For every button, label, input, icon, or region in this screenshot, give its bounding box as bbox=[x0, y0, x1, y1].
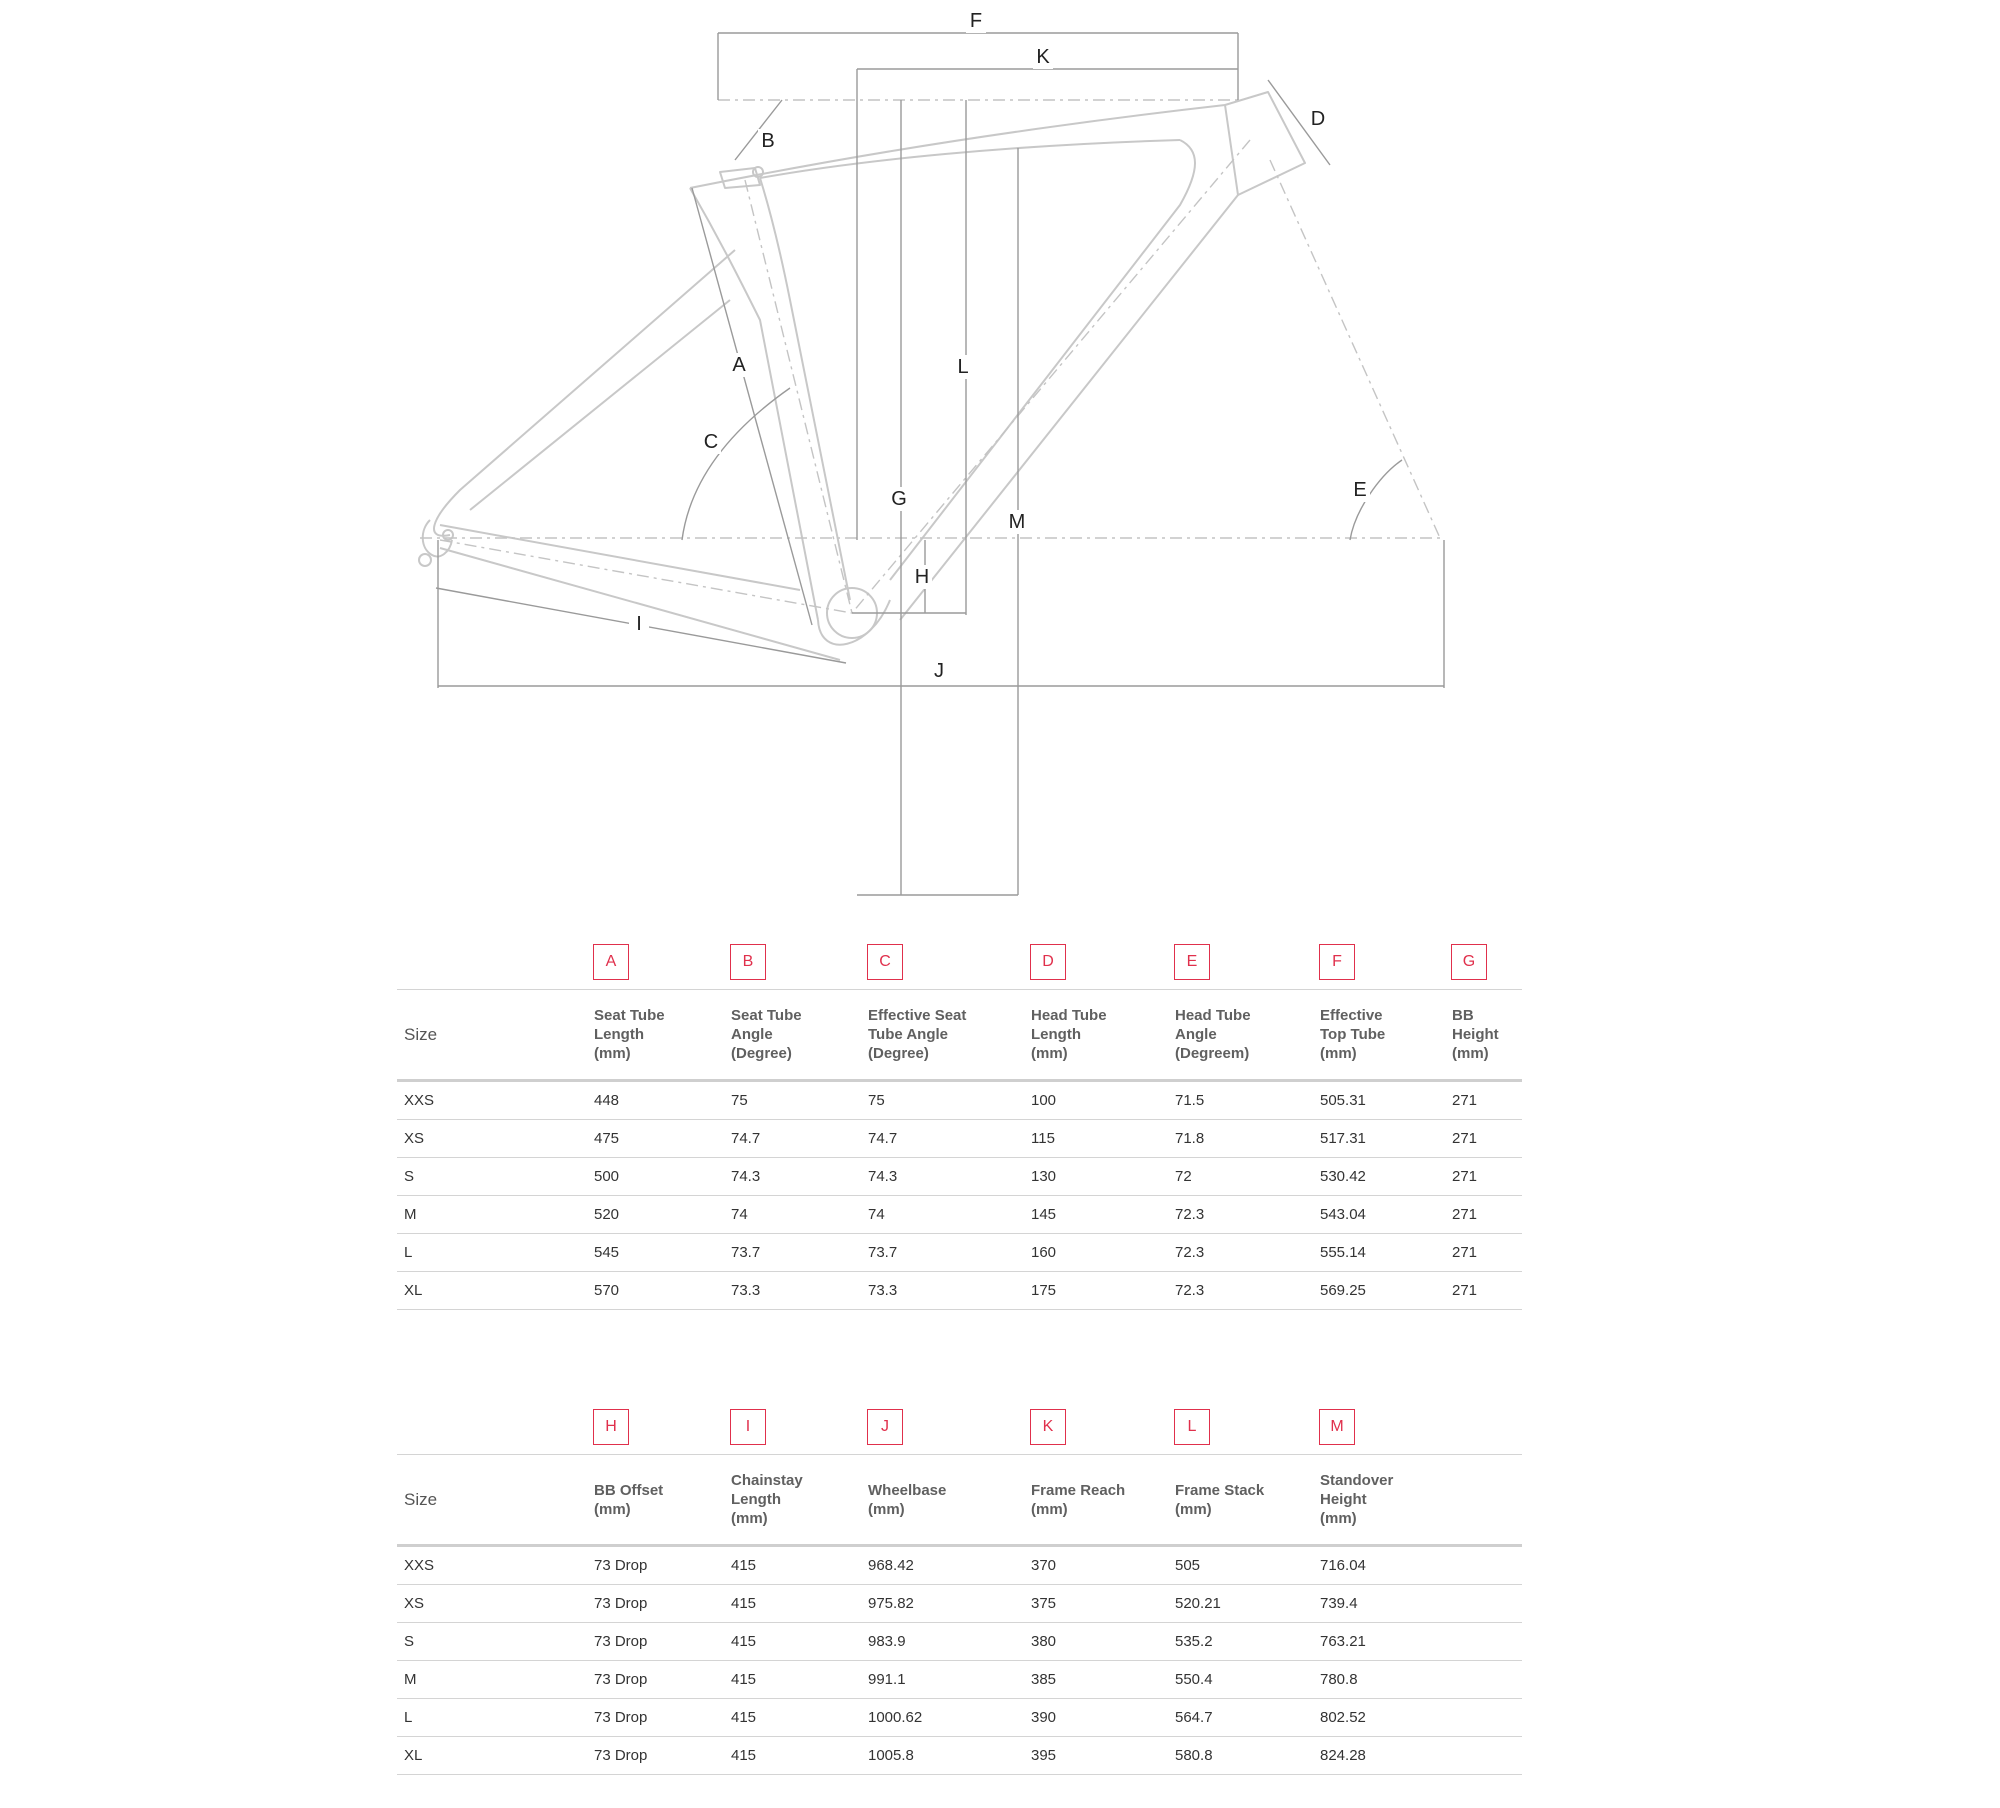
value-cell: 530.42 bbox=[1313, 1158, 1445, 1196]
header-name: Wheelbase bbox=[868, 1481, 947, 1499]
bike-frame-outline bbox=[419, 92, 1305, 660]
value-cell: 716.04 bbox=[1313, 1546, 1522, 1585]
value-cell: 580.8 bbox=[1168, 1737, 1313, 1775]
value-cell: 72.3 bbox=[1168, 1272, 1313, 1310]
value-cell: 505 bbox=[1168, 1546, 1313, 1585]
value-cell: 824.28 bbox=[1313, 1737, 1522, 1775]
value-cell: 975.82 bbox=[861, 1585, 1024, 1623]
value-cell: 271 bbox=[1445, 1196, 1522, 1234]
column-header bbox=[861, 990, 1024, 1081]
column-header bbox=[1313, 990, 1445, 1081]
diagram-labels bbox=[629, 9, 1370, 683]
value-cell: 415 bbox=[724, 1699, 861, 1737]
column-header bbox=[724, 990, 861, 1081]
value-cell: 780.8 bbox=[1313, 1661, 1522, 1699]
value-cell: 739.4 bbox=[1313, 1585, 1522, 1623]
value-cell: 991.1 bbox=[861, 1661, 1024, 1699]
header-name: Seat Tube Angle bbox=[731, 1007, 802, 1043]
header-name: Frame Reach bbox=[1031, 1481, 1126, 1499]
value-cell: 475 bbox=[587, 1120, 724, 1158]
size-cell: S bbox=[397, 1158, 587, 1196]
value-cell: 72.3 bbox=[1168, 1234, 1313, 1272]
value-cell: 395 bbox=[1024, 1737, 1168, 1775]
value-cell: 564.7 bbox=[1168, 1699, 1313, 1737]
value-cell: 74.3 bbox=[724, 1158, 861, 1196]
value-cell: 569.25 bbox=[1313, 1272, 1445, 1310]
table-row bbox=[397, 1196, 1522, 1234]
value-cell: 175 bbox=[1024, 1272, 1168, 1310]
value-cell: 73 Drop bbox=[587, 1623, 724, 1661]
letter-e-badge: E bbox=[1174, 944, 1210, 980]
label-i: I bbox=[636, 613, 642, 635]
header-name: Effective Top Tube bbox=[1320, 1007, 1386, 1043]
label-d: D bbox=[1310, 108, 1326, 130]
header-unit: (mm) bbox=[1175, 1500, 1212, 1518]
value-cell: 73.3 bbox=[861, 1272, 1024, 1310]
header-name: Frame Stack bbox=[1175, 1481, 1265, 1499]
value-cell: 802.52 bbox=[1313, 1699, 1522, 1737]
table-1-letter-row bbox=[397, 935, 1522, 990]
table-row bbox=[397, 1234, 1522, 1272]
table-row bbox=[397, 1081, 1522, 1120]
value-cell: 550.4 bbox=[1168, 1661, 1313, 1699]
value-cell: 555.14 bbox=[1313, 1234, 1445, 1272]
value-cell: 500 bbox=[587, 1158, 724, 1196]
label-l: L bbox=[957, 356, 969, 378]
letter-m-badge: M bbox=[1319, 1409, 1355, 1445]
label-j: J bbox=[934, 660, 944, 682]
column-header bbox=[1024, 1455, 1168, 1546]
size-cell: XXS bbox=[397, 1546, 587, 1585]
value-cell: 73 Drop bbox=[587, 1661, 724, 1699]
value-cell: 415 bbox=[724, 1661, 861, 1699]
value-cell: 983.9 bbox=[861, 1623, 1024, 1661]
dimension-lines bbox=[436, 33, 1444, 895]
table-row bbox=[397, 1120, 1522, 1158]
value-cell: 73 Drop bbox=[587, 1585, 724, 1623]
value-cell: 448 bbox=[587, 1081, 724, 1120]
value-cell: 517.31 bbox=[1313, 1120, 1445, 1158]
header-unit: (mm) bbox=[868, 1500, 905, 1518]
column-header bbox=[861, 1455, 1024, 1546]
value-cell: 570 bbox=[587, 1272, 724, 1310]
value-cell: 74 bbox=[724, 1196, 861, 1234]
size-cell: M bbox=[397, 1196, 587, 1234]
header-name: BB Height bbox=[1452, 1007, 1499, 1043]
value-cell: 72 bbox=[1168, 1158, 1313, 1196]
column-header bbox=[587, 1455, 724, 1546]
value-cell: 390 bbox=[1024, 1699, 1168, 1737]
column-header bbox=[1445, 990, 1522, 1081]
header-unit: (mm) bbox=[1452, 1045, 1489, 1062]
value-cell: 370 bbox=[1024, 1546, 1168, 1585]
table-1-body bbox=[397, 1081, 1522, 1310]
header-unit: (Degree) bbox=[731, 1045, 792, 1062]
label-g: G bbox=[891, 488, 907, 510]
letter-d-badge: D bbox=[1030, 944, 1066, 980]
header-unit: (mm) bbox=[731, 1510, 768, 1527]
header-unit: (mm) bbox=[1320, 1510, 1357, 1527]
value-cell: 505.31 bbox=[1313, 1081, 1445, 1120]
letter-a-badge: A bbox=[593, 944, 629, 980]
letter-g-badge: G bbox=[1451, 944, 1487, 980]
size-cell: L bbox=[397, 1699, 587, 1737]
label-c: C bbox=[703, 431, 719, 453]
value-cell: 75 bbox=[724, 1081, 861, 1120]
value-cell: 160 bbox=[1024, 1234, 1168, 1272]
value-cell: 73.3 bbox=[724, 1272, 861, 1310]
header-unit: (Degreem) bbox=[1175, 1045, 1250, 1062]
value-cell: 1000.62 bbox=[861, 1699, 1024, 1737]
value-cell: 74 bbox=[861, 1196, 1024, 1234]
value-cell: 145 bbox=[1024, 1196, 1168, 1234]
table-row bbox=[397, 1546, 1522, 1585]
column-header bbox=[1024, 990, 1168, 1081]
value-cell: 271 bbox=[1445, 1081, 1522, 1120]
label-k: K bbox=[1036, 46, 1050, 68]
column-header bbox=[1313, 1455, 1522, 1546]
table-row bbox=[397, 1737, 1522, 1775]
header-unit: (mm) bbox=[1031, 1045, 1068, 1062]
value-cell: 520.21 bbox=[1168, 1585, 1313, 1623]
header-name: Standover Height bbox=[1320, 1472, 1394, 1508]
value-cell: 1005.8 bbox=[861, 1737, 1024, 1775]
value-cell: 763.21 bbox=[1313, 1623, 1522, 1661]
value-cell: 380 bbox=[1024, 1623, 1168, 1661]
header-unit: (mm) bbox=[594, 1500, 631, 1518]
label-m: M bbox=[1008, 511, 1026, 533]
table-row bbox=[397, 1272, 1522, 1310]
size-cell: XL bbox=[397, 1737, 587, 1775]
table-1-header-row bbox=[397, 990, 1522, 1081]
label-b: B bbox=[761, 130, 775, 152]
value-cell: 71.8 bbox=[1168, 1120, 1313, 1158]
value-cell: 375 bbox=[1024, 1585, 1168, 1623]
size-cell: M bbox=[397, 1661, 587, 1699]
header-name: Chainstay Length bbox=[731, 1472, 803, 1508]
size-header: Size bbox=[397, 1455, 587, 1546]
column-header bbox=[1168, 990, 1313, 1081]
letter-i-badge: I bbox=[730, 1409, 766, 1445]
value-cell: 115 bbox=[1024, 1120, 1168, 1158]
table-row bbox=[397, 1661, 1522, 1699]
size-cell: XS bbox=[397, 1120, 587, 1158]
value-cell: 968.42 bbox=[861, 1546, 1024, 1585]
value-cell: 72.3 bbox=[1168, 1196, 1313, 1234]
value-cell: 415 bbox=[724, 1585, 861, 1623]
value-cell: 100 bbox=[1024, 1081, 1168, 1120]
column-header bbox=[587, 990, 724, 1081]
label-e: E bbox=[1353, 479, 1367, 501]
value-cell: 520 bbox=[587, 1196, 724, 1234]
size-header: Size bbox=[397, 990, 587, 1081]
value-cell: 74.3 bbox=[861, 1158, 1024, 1196]
value-cell: 73.7 bbox=[861, 1234, 1024, 1272]
value-cell: 74.7 bbox=[724, 1120, 861, 1158]
value-cell: 73 Drop bbox=[587, 1699, 724, 1737]
letter-b-badge: B bbox=[730, 944, 766, 980]
value-cell: 271 bbox=[1445, 1120, 1522, 1158]
label-a: A bbox=[732, 354, 746, 376]
header-unit: (mm) bbox=[1320, 1045, 1357, 1062]
size-cell: S bbox=[397, 1623, 587, 1661]
frame-centerlines bbox=[420, 100, 1440, 613]
size-cell: XL bbox=[397, 1272, 587, 1310]
header-unit: (Degree) bbox=[868, 1045, 929, 1062]
value-cell: 415 bbox=[724, 1623, 861, 1661]
table-2-body bbox=[397, 1546, 1522, 1775]
value-cell: 74.7 bbox=[861, 1120, 1024, 1158]
value-cell: 535.2 bbox=[1168, 1623, 1313, 1661]
value-cell: 130 bbox=[1024, 1158, 1168, 1196]
table-row bbox=[397, 1623, 1522, 1661]
size-cell: L bbox=[397, 1234, 587, 1272]
letter-j-badge: J bbox=[867, 1409, 903, 1445]
value-cell: 543.04 bbox=[1313, 1196, 1445, 1234]
header-unit: (mm) bbox=[594, 1045, 631, 1062]
value-cell: 73.7 bbox=[724, 1234, 861, 1272]
size-cell: XS bbox=[397, 1585, 587, 1623]
size-cell: XXS bbox=[397, 1081, 587, 1120]
header-name: Effective Seat Tube Angle bbox=[868, 1007, 967, 1043]
table-row bbox=[397, 1585, 1522, 1623]
value-cell: 73 Drop bbox=[587, 1737, 724, 1775]
header-name: Head Tube Angle bbox=[1175, 1007, 1251, 1043]
table-2-header-row bbox=[397, 1455, 1522, 1546]
value-cell: 71.5 bbox=[1168, 1081, 1313, 1120]
value-cell: 415 bbox=[724, 1737, 861, 1775]
header-name: BB Offset bbox=[594, 1481, 664, 1499]
letter-k-badge: K bbox=[1030, 1409, 1066, 1445]
value-cell: 73 Drop bbox=[587, 1546, 724, 1585]
value-cell: 271 bbox=[1445, 1234, 1522, 1272]
value-cell: 415 bbox=[724, 1546, 861, 1585]
letter-f-badge: F bbox=[1319, 944, 1355, 980]
header-name: Head Tube Length bbox=[1031, 1007, 1107, 1043]
label-f: F bbox=[969, 10, 983, 32]
label-h: H bbox=[914, 566, 930, 588]
value-cell: 271 bbox=[1445, 1158, 1522, 1196]
value-cell: 75 bbox=[861, 1081, 1024, 1120]
value-cell: 385 bbox=[1024, 1661, 1168, 1699]
geometry-table-1 bbox=[397, 935, 1522, 1310]
table-2-letter-row bbox=[397, 1400, 1522, 1455]
header-unit: (mm) bbox=[1031, 1500, 1068, 1518]
letter-c-badge: C bbox=[867, 944, 903, 980]
column-header bbox=[724, 1455, 861, 1546]
geometry-table-2 bbox=[397, 1400, 1522, 1775]
table-row bbox=[397, 1699, 1522, 1737]
value-cell: 271 bbox=[1445, 1272, 1522, 1310]
letter-h-badge: H bbox=[593, 1409, 629, 1445]
table-row bbox=[397, 1158, 1522, 1196]
header-name: Seat Tube Length bbox=[594, 1007, 665, 1043]
value-cell: 545 bbox=[587, 1234, 724, 1272]
letter-l-badge: L bbox=[1174, 1409, 1210, 1445]
column-header bbox=[1168, 1455, 1313, 1546]
